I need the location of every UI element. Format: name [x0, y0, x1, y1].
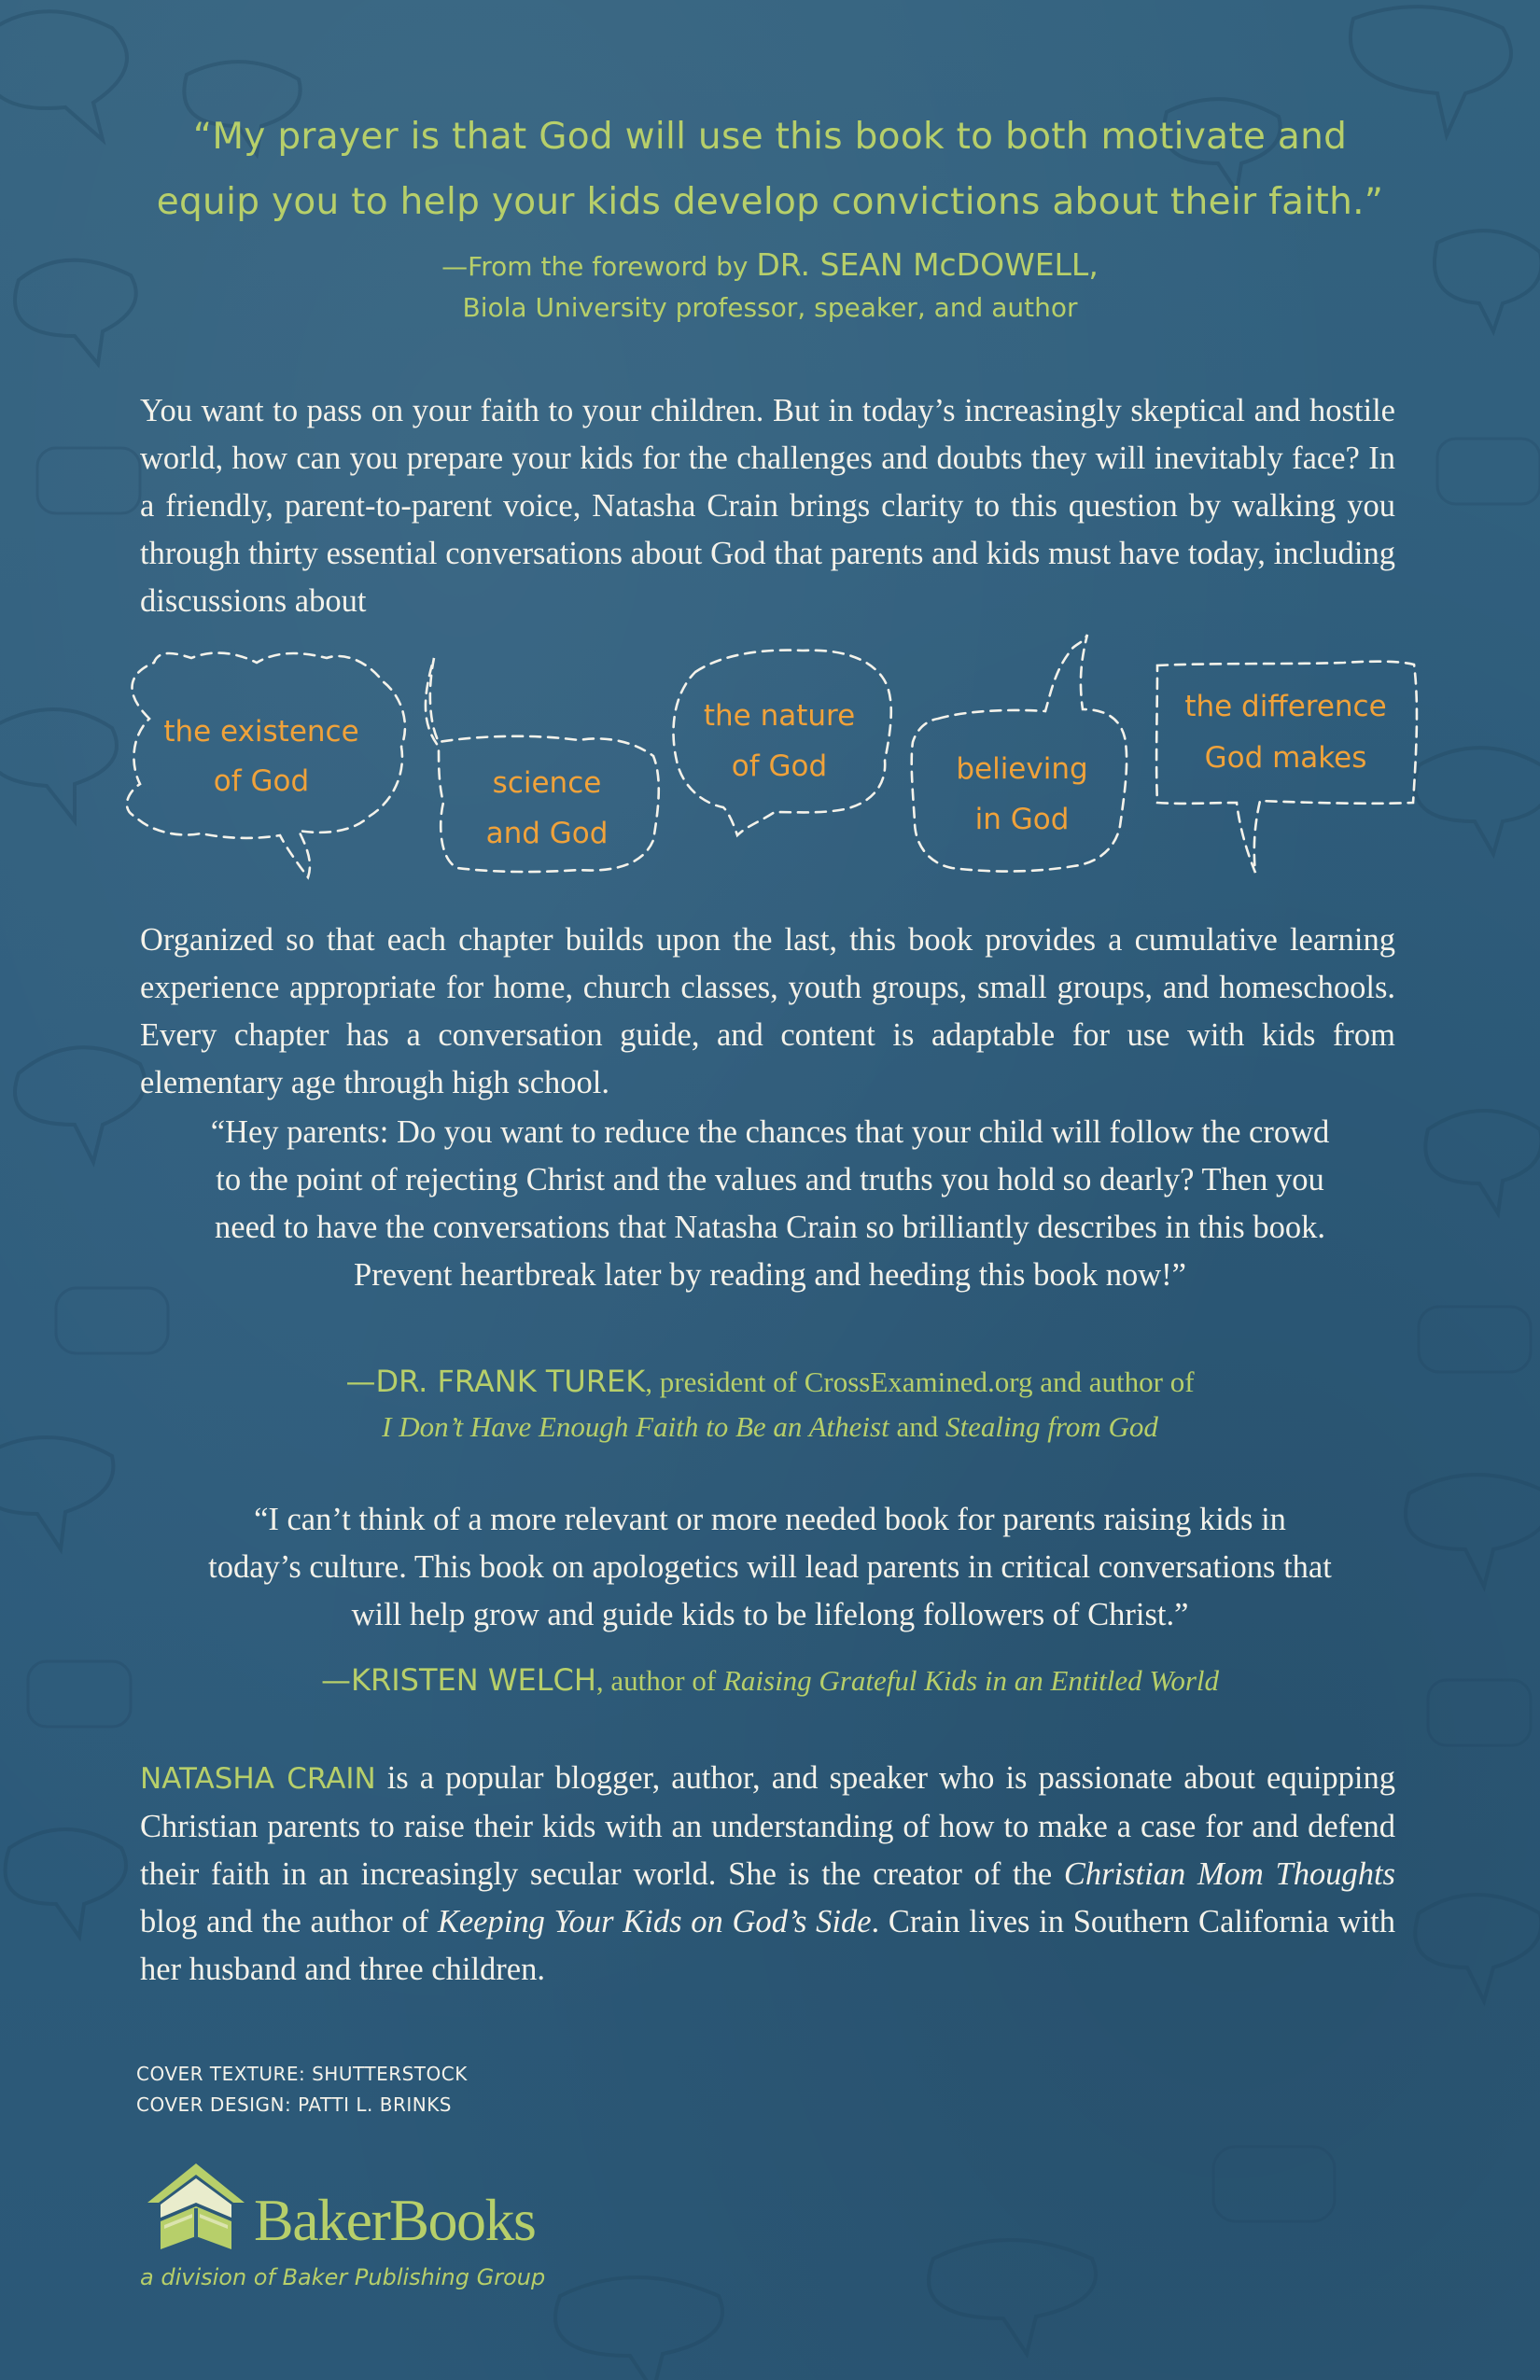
endorser-book-title: Raising Grateful Kids in an Entitled World [722, 1664, 1219, 1697]
endorser-role: , president of CrossExamined.org and author of [645, 1365, 1195, 1398]
endorsement-line: “I can’t think of a more relevant or more needed book for parents raising kids in [254, 1502, 1286, 1537]
bio-text: blog and the author of [140, 1904, 438, 1939]
topic-label-line: in God [974, 803, 1070, 836]
house-book-icon [140, 2156, 252, 2259]
foreword-quote-line: “My prayer is that God will use this book to both motivate and [192, 116, 1348, 158]
publisher-name: BakerBooks [254, 2187, 536, 2253]
topic-label-line: science [492, 766, 602, 800]
topic-label-3 [691, 691, 868, 791]
topic-label-4 [929, 744, 1115, 845]
endorsement-quote-turek [131, 1109, 1409, 1299]
foreword-author: DR. SEAN McDOWELL, [756, 246, 1099, 283]
endorsement-line: Prevent heartbreak later by reading and heeding this book now!” [354, 1257, 1186, 1293]
foreword-prefix: —From the foreword by [441, 251, 757, 282]
bio-text: is a popular blogger, author, and speaker who is passionate about equipping Christian parents to raise their kids with an understanding of how to make a case for and defend their faith in an increasingly secular world. She is the creator of the [140, 1760, 1395, 1892]
topic-label-line: the nature [703, 699, 856, 733]
credit-design: COVER DESIGN: PATTI L. BRINKS [136, 2093, 453, 2116]
book-title: Keeping Your Kids on God’s Side [437, 1904, 872, 1939]
endorsement-line: will help grow and guide kids to be lifelong followers of Christ.” [351, 1597, 1189, 1632]
author-name: NATASHA CRAIN [140, 1762, 376, 1796]
credit-texture: COVER TEXTURE: SHUTTERSTOCK [136, 2063, 468, 2085]
endorser-conjunction: and [889, 1410, 945, 1443]
topic-label-line: and God [485, 817, 609, 850]
endorsement-quote-welch [131, 1496, 1409, 1639]
blog-title: Christian Mom Thoughts [1063, 1856, 1395, 1892]
topic-label-line: of God [731, 749, 828, 783]
topic-label-line: of God [213, 764, 310, 798]
topic-label-line: believing [956, 752, 1088, 786]
author-bio [140, 1755, 1395, 1994]
endorsement-attribution-welch [131, 1658, 1409, 1703]
endorsement-attribution-turek [131, 1359, 1409, 1449]
topic-label-5 [1162, 681, 1409, 784]
publisher-subtitle: a division of Baker Publishing Group [140, 2264, 546, 2290]
topic-label-line: God makes [1204, 741, 1367, 775]
topic-label-2 [454, 758, 640, 859]
endorser-role: , author of [595, 1664, 723, 1697]
endorser-book-title: I Don’t Have Enough Faith to Be an Atheist [382, 1410, 889, 1443]
endorsement-line: to the point of rejecting Christ and the values and truths you hold so dearly? Then you [216, 1162, 1324, 1197]
intro-paragraph: You want to pass on your faith to your children. But in today’s increasingly skeptical and hostile world, how can you prepare your kids for the challenges and doubts they will inevitably face? In a friendly, parent-to-parent voice, Natasha Crain brings clarity to this question by walking you through thirty essential conversations about God that parents and kids must have today, including discussions about [140, 393, 1395, 619]
foreword-quote-line: equip you to help your kids develop convictions about their faith.” [156, 181, 1384, 223]
endorser-name: —KRISTEN WELCH [320, 1662, 596, 1698]
endorser-name: —DR. FRANK TUREK [345, 1364, 646, 1399]
endorsement-line: need to have the conversations that Natasha Crain so brilliantly describes in this book. [215, 1210, 1325, 1245]
organized-paragraph: Organized so that each chapter builds upon the last, this book provides a cumulative learning experience appropriate for home, church classes, youth groups, small groups, and homeschools. Every chapter has a conversation guide, and content is adaptable for use with kids from elementary age through high school. [140, 922, 1395, 1100]
cover-credits [136, 2059, 468, 2121]
endorser-book-title: Stealing from God [945, 1410, 1158, 1443]
topic-label-line: the existence [163, 715, 359, 749]
endorsement-line: today’s culture. This book on apologetics will lead parents in critical conversations that [208, 1549, 1332, 1585]
bio-text: . Crain lives in Southern California with her husband and three children. [140, 1904, 1396, 1987]
topic-label-1 [159, 707, 364, 806]
endorsement-line: “Hey parents: Do you want to reduce the chances that your child will follow the crowd [210, 1114, 1330, 1150]
topic-label-line: the difference [1184, 690, 1387, 723]
foreword-author-title: Biola University professor, speaker, and author [462, 292, 1078, 323]
